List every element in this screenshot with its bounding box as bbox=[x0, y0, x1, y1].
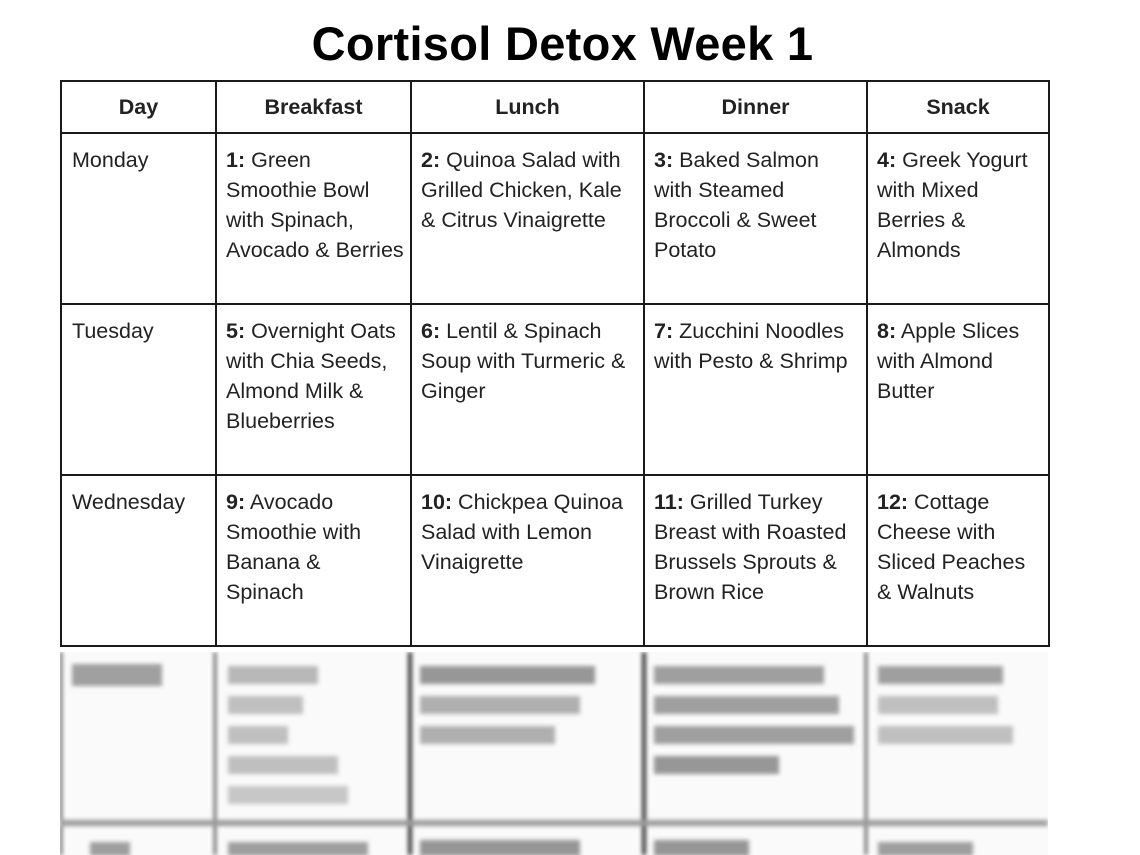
blurred-text-block bbox=[878, 842, 973, 855]
meal-text: Chickpea Quinoa Salad with Lemon Vinaigrette bbox=[421, 490, 623, 574]
meal-number: 6: bbox=[421, 319, 441, 343]
meal-cell bbox=[644, 475, 867, 646]
blurred-text-block bbox=[654, 696, 839, 714]
meal-number: 7: bbox=[654, 319, 674, 343]
blurred-text-block bbox=[878, 726, 1013, 744]
blurred-text-block bbox=[228, 696, 303, 714]
meal-text: Cottage Cheese with Sliced Peaches & Walnuts bbox=[877, 490, 1026, 604]
meal-number: 12: bbox=[877, 490, 909, 514]
meal-number: 10: bbox=[421, 490, 453, 514]
blurred-text-block bbox=[72, 664, 162, 686]
meal-cell bbox=[216, 475, 411, 646]
meal-text: Overnight Oats with Chia Seeds, Almond Milk & Blueberries bbox=[226, 319, 396, 433]
meal-number: 11: bbox=[654, 490, 684, 514]
meal-cell bbox=[867, 475, 1049, 646]
meal-cell bbox=[216, 304, 411, 475]
meal-cell bbox=[411, 304, 644, 475]
header-day: Day bbox=[61, 81, 216, 133]
header-dinner: Dinner bbox=[644, 81, 867, 133]
meal-number: 5: bbox=[226, 319, 246, 343]
blurred-text-block bbox=[878, 666, 1003, 684]
day-cell: Monday bbox=[61, 133, 216, 304]
meal-text: Lentil & Spinach Soup with Turmeric & Ginger bbox=[421, 319, 626, 403]
blurred-text-block bbox=[228, 666, 318, 684]
meal-cell bbox=[411, 475, 644, 646]
meal-text: Avocado Smoothie with Banana & Spinach bbox=[226, 490, 362, 604]
blurred-row-divider bbox=[60, 820, 1048, 826]
meal-text: Greek Yogurt with Mixed Berries & Almonds bbox=[877, 148, 1028, 262]
header-breakfast: Breakfast bbox=[216, 81, 411, 133]
table-header-row bbox=[61, 81, 1049, 133]
meal-text: Quinoa Salad with Grilled Chicken, Kale & Citrus Vinaigrette bbox=[421, 148, 622, 232]
meal-text: Grilled Turkey Breast with Roasted Brussels Sprouts & Brown Rice bbox=[654, 490, 847, 604]
blurred-text-block bbox=[228, 842, 368, 855]
meal-text: Baked Salmon with Steamed Broccoli & Sweet Potato bbox=[654, 148, 819, 262]
blurred-text-block bbox=[654, 726, 854, 744]
meal-text: Green Smoothie Bowl with Spinach, Avocado & Berries bbox=[226, 148, 404, 262]
blurred-content bbox=[60, 652, 1048, 855]
table-row bbox=[61, 475, 1049, 646]
meal-number: 9: bbox=[226, 490, 246, 514]
blurred-text-block bbox=[420, 726, 555, 744]
table-row bbox=[61, 304, 1049, 475]
meal-number: 1: bbox=[226, 148, 246, 172]
blurred-text-block bbox=[228, 756, 338, 774]
meal-cell bbox=[644, 133, 867, 304]
day-cell: Tuesday bbox=[61, 304, 216, 475]
day-cell: Wednesday bbox=[61, 475, 216, 646]
header-snack: Snack bbox=[867, 81, 1049, 133]
blurred-text-block bbox=[90, 842, 130, 855]
blurred-text-block bbox=[654, 756, 779, 774]
meal-cell bbox=[216, 133, 411, 304]
meal-number: 2: bbox=[421, 148, 441, 172]
blurred-text-block bbox=[420, 666, 595, 684]
meal-plan-table bbox=[60, 80, 1050, 647]
blurred-rows-overlay bbox=[60, 652, 1048, 855]
blurred-text-block bbox=[654, 840, 749, 855]
blurred-text-block bbox=[654, 666, 824, 684]
table-row bbox=[61, 133, 1049, 304]
meal-number: 3: bbox=[654, 148, 674, 172]
blurred-text-block bbox=[420, 696, 580, 714]
meal-cell bbox=[867, 304, 1049, 475]
blurred-text-block bbox=[228, 726, 288, 744]
meal-cell bbox=[867, 133, 1049, 304]
meal-text: Zucchini Noodles with Pesto & Shrimp bbox=[654, 319, 848, 373]
meal-cell bbox=[411, 133, 644, 304]
page-title: Cortisol Detox Week 1 bbox=[311, 17, 814, 70]
blurred-text-block bbox=[228, 786, 348, 804]
blurred-text-block bbox=[420, 840, 580, 855]
header-lunch: Lunch bbox=[411, 81, 644, 133]
meal-number: 4: bbox=[877, 148, 897, 172]
blurred-text-block bbox=[878, 696, 998, 714]
meal-text: Apple Slices with Almond Butter bbox=[877, 319, 1020, 403]
meal-cell bbox=[644, 304, 867, 475]
meal-number: 8: bbox=[877, 319, 897, 343]
